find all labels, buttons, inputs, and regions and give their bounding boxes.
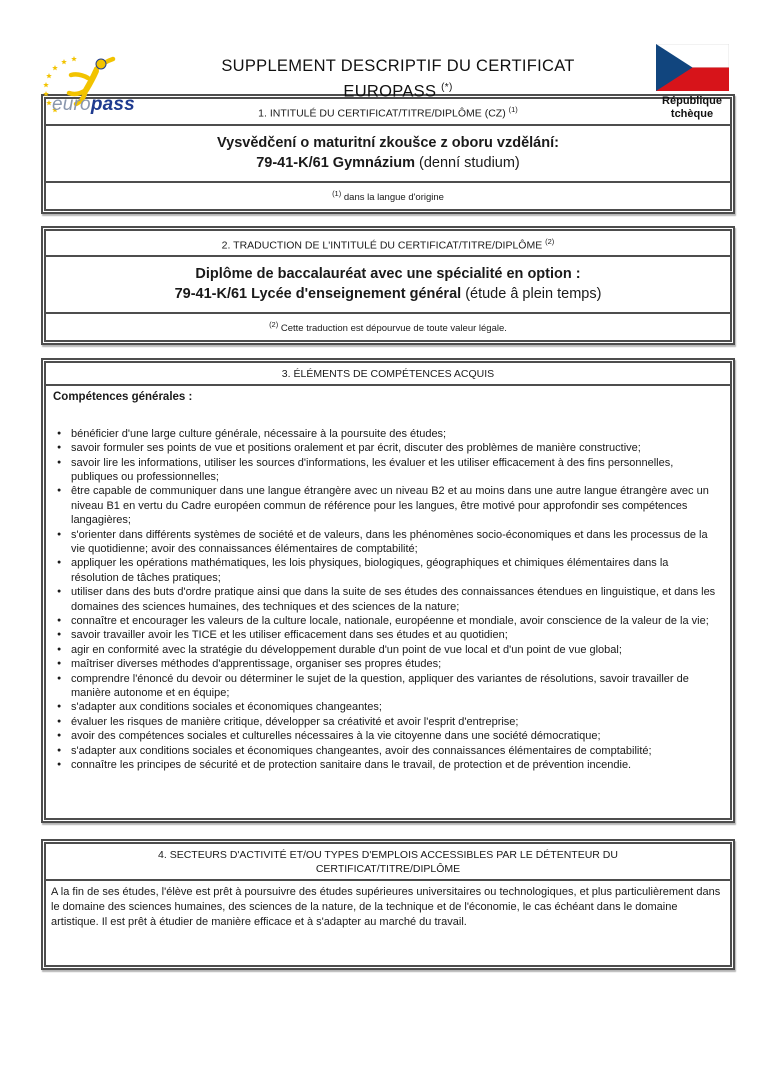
logo-euro-label: euro: [52, 94, 91, 115]
europass-logo: [38, 52, 150, 118]
czech-flag-icon: [656, 44, 729, 91]
section-employment: [41, 839, 735, 970]
section1-body: [46, 126, 730, 181]
section3-header: 3. ÉLÉMENTS DE COMPÉTENCES ACQUIS: [46, 363, 730, 386]
competence-item: ● comprendre l'énoncé du devoir ou déterminer le sujet de la question, appliquer des variantes de résolutions, savoir travailler de manière autonome et en équipe;: [53, 672, 722, 701]
europass-logo-text: [52, 94, 135, 116]
section2-footnote-marker: (2): [545, 236, 555, 246]
competence-item: ● évaluer les risques de manière critique, développer sa créativité et avoir l'esprit d'entreprise;: [53, 715, 722, 729]
country-label: République tchèque: [662, 95, 722, 120]
section-competences: [41, 358, 735, 823]
competence-item: ● maîtriser diverses méthodes d'apprentissage, organiser ses propres études;: [53, 657, 722, 671]
section2-body: [46, 257, 730, 312]
competence-item: ● bénéficier d'une large culture générale, nécessaire à la poursuite des études;: [53, 427, 722, 441]
competence-item: ● avoir des compétences sociales et culturelles nécessaires à la vie citoyenne dans une société démocratique;: [53, 729, 722, 743]
competence-item: ● savoir travailler avoir les TICE et les utiliser efficacement dans ses études et au quotidien;: [53, 628, 722, 642]
competence-item: ● être capable de communiquer dans une langue étrangère avec un niveau B2 et au moins dans une autre langue étrangère avec un niveau B1 en vertu du Cadre européen commun de référence pour les langues, être motivé pour approfondir ses compétences langagières;: [53, 484, 722, 527]
competence-item: ● s'adapter aux conditions sociales et économiques changeantes;: [53, 700, 722, 714]
competence-item: ● connaître les principes de sécurité et de protection sanitaire dans le travail, de protection et de prévention incendie.: [53, 758, 722, 772]
competences-intro: Compétences générales :: [53, 391, 193, 404]
certificate-title-original-line2: 79-41-K/61 Gymnázium (denní studium): [256, 154, 520, 171]
competence-item: ● savoir lire les informations, utiliser les sources d'informations, les évaluer et les utiliser efficacement à des fins personnelles, publiques ou professionnelles;: [53, 456, 722, 485]
page-title: [150, 44, 646, 103]
competences-list: [53, 427, 722, 773]
section4-header-line2: CERTIFICAT/TITRE/DIPLÔME: [315, 863, 461, 876]
competence-item: ● savoir formuler ses points de vue et positions oralement et par écrit, discuter des problèmes de manière constructive;: [53, 441, 722, 455]
country-flag-block: [646, 44, 738, 121]
certificate-title-translation-line1: Diplôme de baccalauréat avec une spécialité en option :: [195, 266, 581, 283]
title-footnote-marker: (*): [441, 82, 453, 93]
certificate-title-original-line1: Vysvědčení o maturitní zkoušce z oboru vzdělání:: [217, 134, 559, 151]
competence-item: ● utiliser dans des buts d'ordre pratique ainsi que dans la suite de ses études des connaissances étendues en linguistique, et dans les domaines des sciences humaines, des techniques et des sciences de la nature;: [53, 585, 722, 614]
competence-item: ● appliquer les opérations mathématiques, les lois physiques, biologiques, géographiques et chimiques élémentaires dans la résolution de tâches pratiques;: [53, 556, 722, 585]
section1-footnote-marker: (1): [508, 105, 518, 114]
section4-header-line1: 4. SECTEURS D'ACTIVITÉ ET/OU TYPES D'EMPLOIS ACCESSIBLES PAR LE DÉTENTEUR DU: [158, 849, 618, 862]
section1-header: 1. INTITULÉ DU CERTIFICAT/TITRE/DIPLÔME (CZ) $^{(1)}$: [46, 99, 730, 126]
section3-body: [46, 386, 730, 818]
section1-footnote: $^{(1)}$ dans la langue d'origine: [46, 181, 730, 209]
page-title-line1: SUPPLEMENT DESCRIPTIF DU CERTIFICAT: [221, 57, 575, 75]
competence-item: ● s'adapter aux conditions sociales et économiques changeantes, avoir des connaissances élémentaires de comptabilité;: [53, 744, 722, 758]
competence-item: ● agir en conformité avec la stratégie du développement durable d'un point de vue local et d'un point de vue global;: [53, 643, 722, 657]
section-translated-title: [41, 226, 735, 346]
section4-body: A la fin de ses études, l'élève est prêt à poursuivre des études supérieures universitaires ou technologiques, et plus particulièrement dans le domaine des sciences humaines, des sciences de la nature, de la technique et de l'économie, le cas échéant dans le domaine artistique. Il est prêt à étudier de manière efficace et à s'adapter au marché du travail.: [51, 886, 721, 928]
section2-footnote: $^{(2)}$ Cette traduction est dépourvue de toute valeur légale.: [46, 312, 730, 340]
competence-item: ● connaître et encourager les valeurs de la culture locale, nationale, européenne et mondiale, avoir conscience de la valeur de la vie;: [53, 614, 722, 628]
page-title-line2: EUROPASS (*): [343, 82, 453, 101]
competence-item: ● s'orienter dans différents systèmes de société et de valeurs, dans les phénomènes socio-économiques et dans les processus de la vie quotidienne; avoir des connaissances élémentaires de comptabilité;: [53, 528, 722, 557]
section4-header: [46, 844, 730, 881]
section2-header: 2. TRADUCTION DE L'INTITULÉ DU CERTIFICAT/TITRE/DIPLÔME $^{(2)}$: [46, 231, 730, 258]
logo-pass-label: pass: [90, 94, 135, 115]
certificate-title-translation-line2: 79-41-K/61 Lycée d'enseignement général (étude â plein temps): [174, 286, 602, 303]
